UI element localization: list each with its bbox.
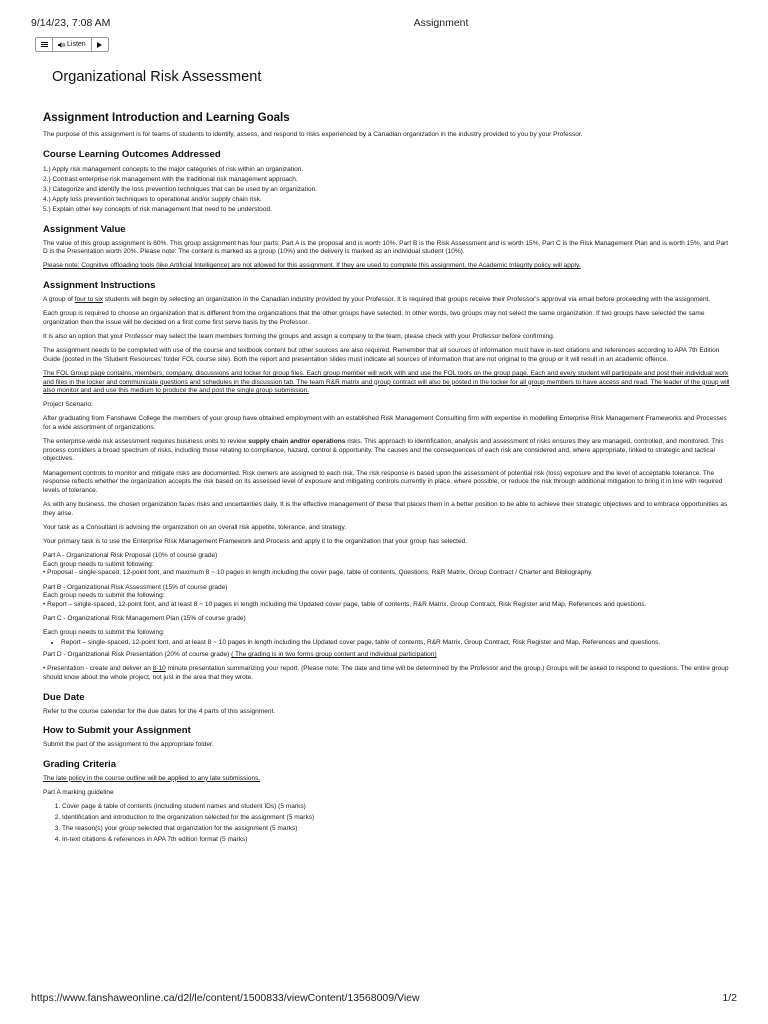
text-run: students will begin by selecting an organization in the Canadian industry provided by your Professor. It is required that groups receive their Professor's approval via email before proceeding with the assignment. [103, 295, 711, 303]
instructions-heading: Assignment Instructions [43, 279, 156, 291]
grading-forms-emphasis: ( The grading is in two forms group content and individual participation) [231, 651, 437, 659]
uncertainty-paragraph: As with any business, the chosen organization faces risks and uncertainties daily. It is the effective management of these that places them in a better position to be able to achieve their strategic objectives and to embrace opportunities as they arise. [43, 501, 728, 517]
play-icon [97, 42, 102, 48]
fol-group-paragraph: The FOL Group page contains, members, company, discussions and locker for group files. Each group member will work with and use the FOL tools on the group page. Each and every student will participate and post their individual work and files in the locker and communicate questions and schedules in the discussion tab. The team R&R matrix and group contract will also be posted in the locker for all group members to have access and read. The leader of the group will also monitor and and use this medium to produce the and post the single group submission. [43, 369, 730, 395]
group-size-paragraph [43, 296, 733, 305]
part-c-list [43, 639, 733, 648]
outcome-item: 3.) Categorize and identify the loss prevention techniques that can be used by an organization. [43, 185, 318, 193]
text-run: minute presentation summarizing your report. (Please note: The date and time will be determined by the Professor and the group.) Groups will be asked to respond to questions. The entire group should know about the whole project, not just in the area that they wrote. [43, 665, 729, 682]
outcomes-list [43, 165, 733, 215]
submit-heading: How to Submit your Assignment [43, 725, 191, 737]
part-a-marking-label: Part A marking guideline [43, 789, 114, 797]
outcomes-heading: Course Learning Outcomes Addressed [43, 148, 221, 160]
document-title: Organizational Risk Assessment [52, 69, 262, 85]
group-size-emphasis: four to six [74, 295, 104, 303]
print-url: https://www.fanshaweonline.ca/d2l/le/content/1500833/viewContent/13568009/View [31, 992, 420, 1004]
toolbar-menu-button[interactable] [36, 38, 53, 51]
due-date-heading: Due Date [43, 691, 85, 703]
organization-choice-paragraph: Each group is required to choose an organization that is different from the organizations that the other groups have selected. In other words, two groups may not select the same organization. If two groups have selected the same organization then the issue will be decided on a first come first serve basis by the Professor. [43, 310, 705, 326]
marking-item: 3. The reason(s) your group selected that organization for the assignment (5 marks) [62, 823, 733, 834]
part-c-bullet: • Report – single-spaced, 12-point font, and at least 8 ~ 10 pages in length including the Updated cover page, table of contents, R&R Matrix, Group Contract, Risk Register and Map, References and questions. [61, 639, 733, 648]
marking-item: 1. Cover page & table of contents (including student names and student IDs) (5 marks) [62, 801, 733, 812]
part-b-subtitle: Each group needs to submit the following: [43, 592, 165, 600]
part-d-title [43, 651, 733, 660]
submit-text: Submit the part of the assignment to the appropriate folder. [43, 741, 214, 749]
late-policy-text: The late policy in the course outline will be applied to any late submissions. [43, 774, 261, 782]
marking-item: 2. Identification and introduction to the organization selected for the assignment (5 marks) [62, 812, 733, 823]
outcome-item: 1.) Apply risk management concepts to the major categories of risk within an organization. [43, 165, 304, 173]
due-date-text: Refer to the course calendar for the due dates for the 4 parts of this assignment. [43, 707, 276, 715]
part-a-block [43, 552, 733, 578]
consultant-task-paragraph: Your task as a Consultant is advising the organization on an overall risk appetite, tolerance, and strategy. [43, 523, 347, 531]
readspeaker-toolbar [35, 37, 109, 52]
listen-button[interactable] [53, 38, 92, 51]
print-footer [0, 992, 768, 1006]
speaker-icon [58, 42, 65, 48]
grading-heading: Grading Criteria [43, 758, 117, 770]
sources-paragraph: The assignment needs to be completed with use of the course and textbook content but other sources are also required. Remember that all sources of information must have in-text citations and references according to APA 7th Edition Guide (posted in the 'Student Resources' folder FOL course site). Both the report and presentation slides must indicate all sources of information that are not original to the group or it will result in an academic offence. [43, 347, 720, 363]
play-button[interactable] [92, 38, 108, 51]
part-a-bullet: • Proposal - single-spaced, 12-point font, and maximum 8 ~ 10 pages in length including the cover page, table of contents, Questions, R&R Matrix, Group Contract / Charter and Bibliography. [43, 569, 593, 577]
marking-item: 4. In-text citations & references in APA 7th edition format (5 marks) [62, 834, 733, 845]
part-d-presentation [43, 665, 733, 682]
part-b-block [43, 584, 733, 610]
part-c-block [43, 615, 733, 647]
part-c-title: Part C - Organizational Risk Management Plan (15% of course grade) [43, 614, 246, 622]
hamburger-icon [41, 42, 48, 47]
team-assignment-paragraph: It is also an option that your Professor may select the team members forming the groups and assign a company to the team, please check with your Professor before confirming. [43, 332, 555, 340]
listen-label: Listen [67, 41, 86, 48]
part-b-bullet: • Report – single-spaced, 12-point font, and at least 8 ~ 10 pages in length including the Updated cover page, table of contents, R&R Matrix, Group Contract, Risk Register and Map, References and questions. [43, 600, 647, 608]
text-run: Part D - Organizational Risk Presentation (20% of course grade) [43, 651, 232, 659]
print-header [0, 17, 768, 31]
part-d-block [43, 651, 733, 682]
intro-heading: Assignment Introduction and Learning Goals [43, 112, 290, 124]
text-run: • Presentation - create and deliver an [43, 665, 153, 673]
print-page-title: Assignment [413, 17, 469, 29]
outcome-item: 2.) Contrast enterprise risk management with the traditional risk management approach. [43, 175, 298, 183]
part-a-marking-list [43, 801, 733, 846]
risk-assessment-paragraph [43, 438, 733, 464]
intro-text: The purpose of this assignment is for teams of students to identify, assess, and respond to risks experienced by a Canadian organization in the industry provided to you by your Professor. [43, 131, 583, 138]
scenario-label: Project Scenario: [43, 401, 93, 409]
print-timestamp: 9/14/23, 7:08 AM [31, 17, 111, 29]
scenario-paragraph: After graduating from Fanshawe College the members of your group have obtained employment with an established Risk Management Consulting firm with expertise in modelling Enterprise Risk Management Frameworks and Processes for a wide assortment of organizations. [43, 415, 727, 432]
supply-chain-emphasis: supply chain and/or operations [248, 438, 346, 446]
value-heading: Assignment Value [43, 223, 126, 235]
page-number: 1/2 [722, 992, 737, 1004]
part-c-subtitle: Each group needs to submit the following: [43, 629, 165, 637]
value-text: The value of this group assignment is 60%. This group assignment has four parts; Part A is the proposal and is worth 10%, Part B is the Risk Assessment and is worth 15%, Part C is the Risk Management Plan and is worth 15%, and Part D is the Presentation worth 20%. Please note: The content is marked as a group (10%) and the delivery is marked as an individual student (10%). [43, 239, 729, 256]
assignment-content [43, 112, 733, 845]
ai-policy-note: Please note: Cognitive offloading tools (like Artificial Intelligence) are not allowed for this assignment. If they are used to complete this assignment, the Academic Integrity policy will apply. [43, 262, 581, 270]
text-run: The enterprise-wide risk assessment requires business units to review [43, 438, 249, 446]
part-a-subtitle: Each group needs to submit following: [43, 560, 154, 568]
duration-emphasis: 8-10 [152, 665, 166, 673]
part-a-title: Part A - Organizational Risk Proposal (10% of course grade) [43, 552, 218, 560]
outcome-item: 4.) Apply loss prevention techniques to operational and/or supply chain risk. [43, 195, 262, 203]
primary-task-paragraph: Your primary task is to use the Enterprise Risk Management Framework and Process and apply it to the organization that your group has selected. [43, 537, 468, 545]
text-run: A group of [43, 295, 75, 303]
management-controls-paragraph: Management controls to monitor and mitigate risks are documented. Risk owners are assigned to each risk. The risk response is based upon the assessment of potential risk (loss) exposure and the level of acceptable tolerance. The response reflects whether the organization accepts the risk based on its assessed level of exposure and mitigating controls currently in place, where possible, or reduce the risk through additional mitigation to bring it in line with required levels of tolerance. [43, 469, 723, 494]
part-b-title: Part B - Organizational Risk Assessment (15% of course grade) [43, 583, 228, 591]
outcome-item: 5.) Explain other key concepts of risk management that need to be understood. [43, 205, 272, 213]
text-run: risks. This approach to identification, analysis and assessment of risks ensures they are managed, controlled, and monitored. This process considers a broad spectrum of risks, including those relating to compliance, hazard, control & opportunity. The causes and the consequences of each risk are considered and, where appropriate, linked to strategic and tactical objectives. [43, 438, 724, 463]
